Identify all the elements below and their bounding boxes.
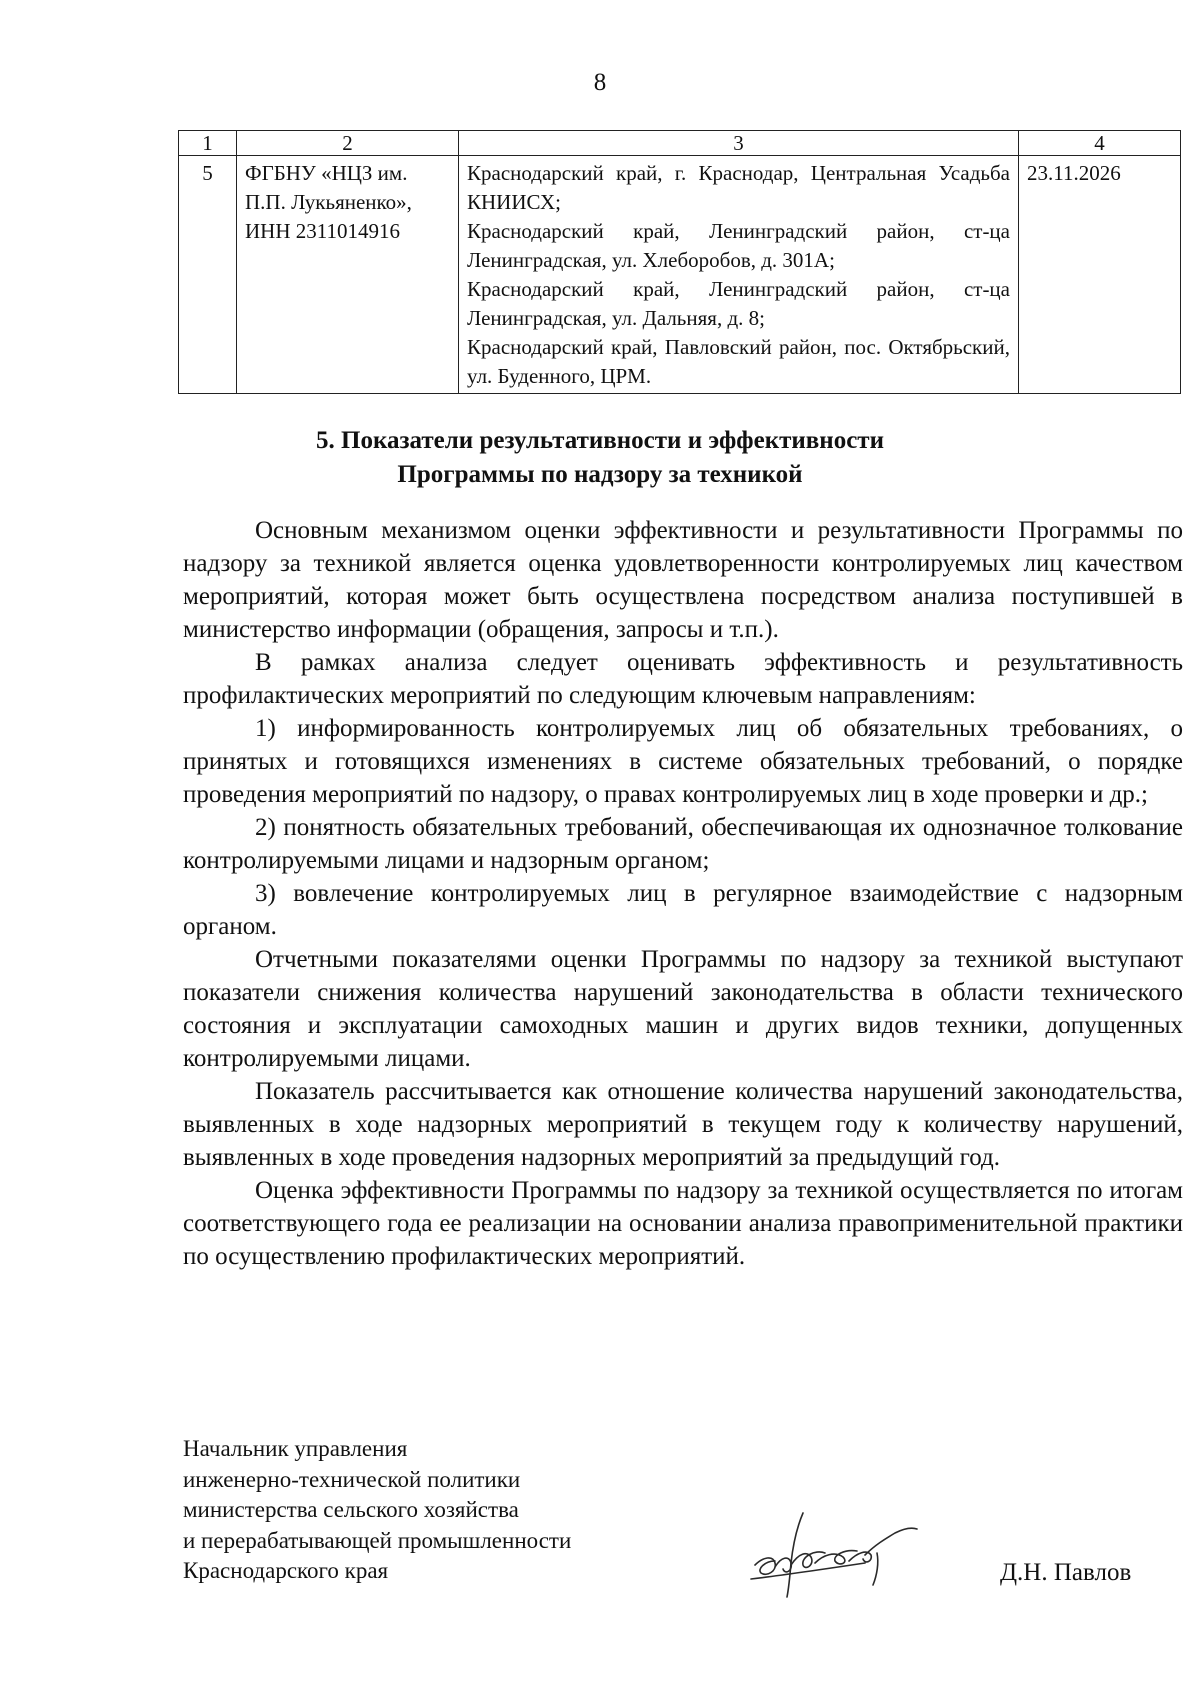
- list-item: 1) информированность контролируемых лиц об обязательных требованиях, о принятых и готовящихся изменениях в системе обязательных требований, о порядке проведения мероприятий по надзору, о правах контролируемых лиц в ходе проверки и др.;: [183, 715, 1183, 808]
- signer-position-line: Краснодарского края: [183, 1558, 389, 1583]
- signer-position-line: министерства сельского хозяйства: [183, 1497, 519, 1522]
- body-text: [183, 514, 1183, 1273]
- section-title-line: Программы по надзору за техникой: [397, 461, 803, 488]
- address-item: Краснодарский край, Ленинградский район, ст-ца Ленинградская, ул. Дальняя, д. 8;: [467, 277, 1010, 330]
- signer-position: [183, 1434, 571, 1587]
- page-number: 8: [593, 69, 607, 96]
- section-title-line: 5. Показатели результативности и эффективности: [316, 427, 884, 454]
- addresses-cell: [459, 156, 1019, 394]
- handwritten-signature: [745, 1505, 925, 1605]
- list-item: 3) вовлечение контролируемых лиц в регулярное взаимодействие с надзорным органом.: [183, 880, 1183, 940]
- address-item: Краснодарский край, г. Краснодар, Центральная Усадьба КНИИСХ;: [467, 161, 1010, 214]
- signer-position-line: Начальник управления: [183, 1436, 408, 1461]
- organizations-table: [178, 130, 1181, 394]
- list-item: 2) понятность обязательных требований, обеспечивающая их однозначное толкование контролируемыми лицами и надзорным органом;: [183, 814, 1183, 874]
- paragraph: Оценка эффективности Программы по надзору за техникой осуществляется по итогам соответствующего года ее реализации на основании анализа правоприменительной практики по осуществлению профилактических мероприятий.: [183, 1177, 1183, 1270]
- table-row: [179, 156, 1181, 394]
- organization-line: П.П. Лукьяненко»,: [245, 190, 412, 214]
- signer-position-line: и перерабатывающей промышленности: [183, 1527, 572, 1553]
- date-cell: 23.11.2026: [1019, 156, 1181, 394]
- section-title: [0, 424, 1200, 492]
- table-header-cell: 4: [1019, 131, 1181, 156]
- paragraph: Показатель рассчитывается как отношение количества нарушений законодательства, выявленных в ходе надзорных мероприятий в текущем году к количеству нарушений, выявленных в ходе проведения надзорных мероприятий за предыдущий год.: [183, 1078, 1183, 1171]
- signer-name: Д.Н. Павлов: [1000, 1559, 1132, 1586]
- table-header-cell: 3: [459, 131, 1019, 156]
- address-item: Краснодарский край, Ленинградский район, ст-ца Ленинградская, ул. Хлеборобов, д. 301А;: [467, 219, 1010, 272]
- row-number: 5: [179, 156, 237, 394]
- address-item: Краснодарский край, Павловский район, пос. Октябрьский, ул. Буденного, ЦРМ.: [467, 335, 1010, 388]
- paragraph: Отчетными показателями оценки Программы по надзору за техникой выступают показатели снижения количества нарушений законодательства в области технического состояния и эксплуатации самоходных машин и других видов техники, допущенных контролируемыми лицами.: [183, 946, 1183, 1072]
- table-header-cell: 2: [237, 131, 459, 156]
- organization-inn: ИНН 2311014916: [245, 219, 400, 243]
- table-header-row: [179, 131, 1181, 156]
- signer-position-line: инженерно-технической политики: [183, 1466, 521, 1492]
- paragraph: Основным механизмом оценки эффективности и результативности Программы по надзору за техникой является оценка удовлетворенности контролируемых лиц качеством мероприятий, которая может быть осуществлена посредством анализа поступившей в министерство информации (обращения, запросы и т.п.).: [183, 517, 1183, 643]
- paragraph: В рамках анализа следует оценивать эффективность и результативность профилактических мероприятий по следующим ключевым направлениям:: [183, 649, 1183, 709]
- organization-line: ФГБНУ «НЦЗ им.: [245, 161, 408, 185]
- organization-cell: [237, 156, 459, 394]
- table-header-cell: 1: [179, 131, 237, 156]
